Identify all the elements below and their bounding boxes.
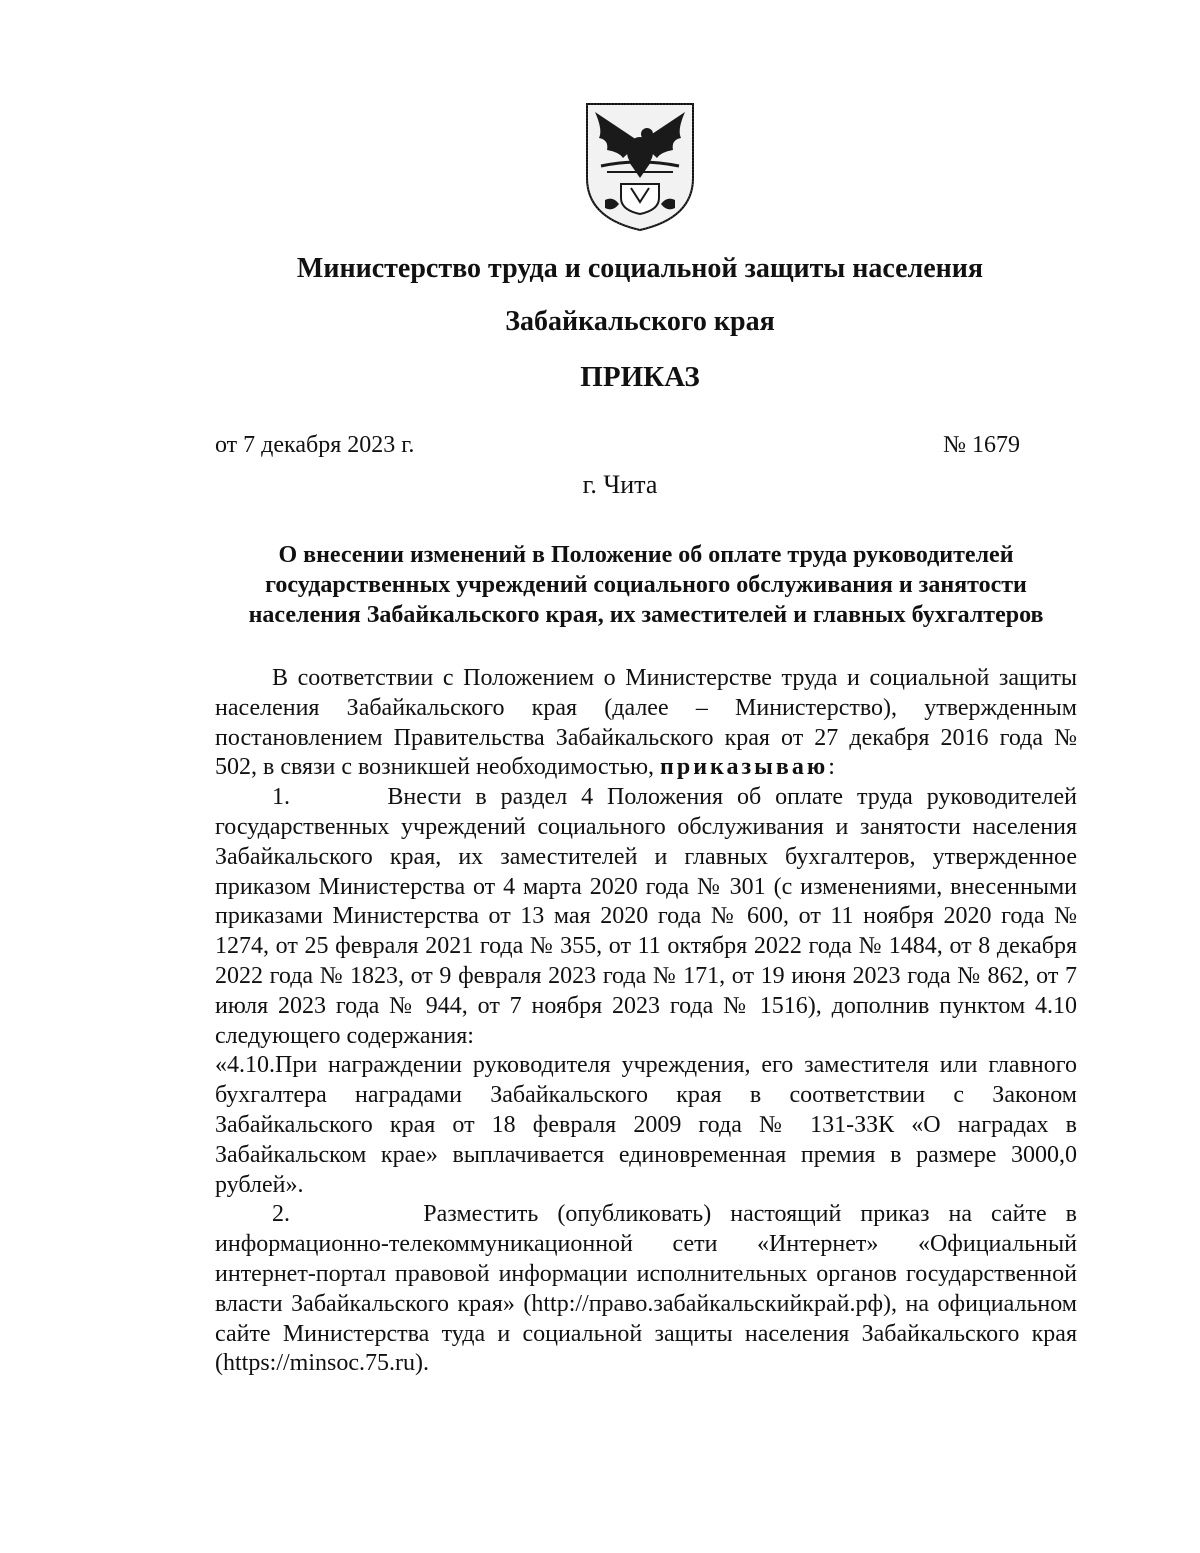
preamble-paragraph <box>215 664 1077 783</box>
order-city: г. Чита <box>582 470 658 499</box>
quoted-clause: «4.10.При награждении руководителя учреждения, его заместителя или главного бухгалтера наградами Забайкальского края в соответствии с Законом Забайкальского края от 18 февраля 2009 года № 131-ЗЗК «О наградах в Забайкальском крае» выплачивается единовременная премия в размере 3000,0 рублей». <box>215 1052 1077 1198</box>
item-2-paragraph <box>215 1200 1077 1379</box>
item-2-number: 2. <box>272 1201 290 1228</box>
preamble-text: В соответствии с Положением о Министерстве труда и социальной защиты населения Забайкальского края (далее – Министерство), утвержденным постановлением Правительства Забайкальского края от 27 декабря 2016 года № 502, в связи с возникшей необходимостью, <box>215 665 1077 781</box>
order-colon: : <box>828 754 835 781</box>
order-date: от 7 декабря 2023 г. <box>215 432 415 458</box>
order-number: № 1679 <box>943 432 1020 458</box>
item-1-number: 1. <box>272 784 290 811</box>
coat-of-arms-icon <box>583 100 697 234</box>
document-body <box>215 664 1077 1379</box>
document-type: ПРИКАЗ <box>580 361 700 393</box>
item-1-text: Внести в раздел 4 Положения об оплате труда руководителей государственных учреждений социального обслуживания и занятости населения Забайкальского края, их заместителей и главных бухгалтеров, утвержденное приказом Министерства от 4 марта 2020 года № 301 (с изменениями, внесенными приказами Министерства от 13 мая 2020 года № 600, от 11 ноября 2020 года № 1274, от 25 февраля 2021 года № 355, от 11 октября 2022 года № 1484, от 8 декабря 2022 года № 1823, от 9 февраля 2023 года № 171, от 19 июня 2023 года № 862, от 7 июля 2023 года № 944, от 7 ноября 2023 года № 1516), дополнив пунктом 4.10 следующего содержания: <box>215 784 1077 1049</box>
ministry-name-line2: Забайкальского края <box>505 306 775 337</box>
document-title: О внесении изменений в Положение об оплате труда руководителей государственных учреждений социального обслуживания и занятости населения Забайкальского края, их заместителей и главных бухгалтеров <box>248 542 1044 628</box>
item-1-paragraph <box>215 783 1077 1051</box>
item-2-text: Разместить (опубликовать) настоящий приказ на сайте в информационно-телекоммуникационной сети «Интернет» «Официальный интернет-портал правовой информации исполнительных органов государственной власти Забайкальского края» (http://право.забайкальскийкрай.рф), на официальном сайте Министерства туда и социальной защиты населения Забайкальского края (https://minsoc.75.ru). <box>215 1201 1078 1377</box>
ministry-name-line1: Министерство труда и социальной защиты населения <box>296 253 984 284</box>
order-word: приказываю <box>660 754 829 781</box>
